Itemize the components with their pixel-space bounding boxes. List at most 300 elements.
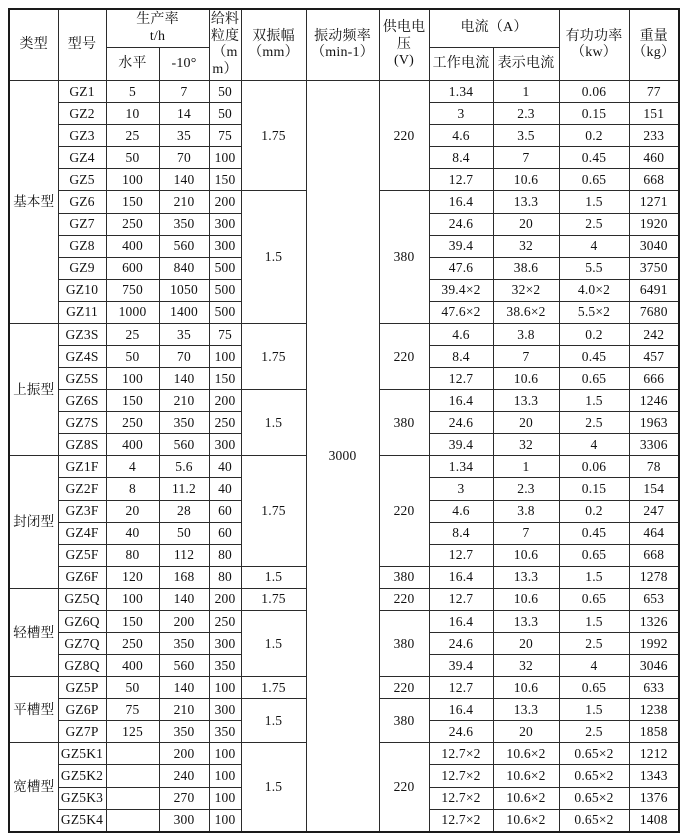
cell-capacity-horizontal: 40 (106, 522, 159, 544)
cell-current-working: 12.7 (429, 368, 493, 390)
cell-current-rated: 13.3 (493, 566, 559, 588)
cell-amplitude: 1.5 (241, 191, 306, 323)
cell-capacity-incline: 1050 (159, 279, 209, 301)
cell-type: 基本型 (9, 81, 58, 324)
cell-power: 0.06 (559, 81, 629, 103)
cell-power: 0.65 (559, 169, 629, 191)
cell-power: 2.5 (559, 633, 629, 655)
cell-model: GZ4S (58, 346, 106, 368)
cell-current-rated: 10.6×2 (493, 765, 559, 787)
cell-power: 1.5 (559, 191, 629, 213)
cell-voltage: 220 (379, 677, 429, 699)
cell-type: 宽槽型 (9, 743, 58, 832)
cell-feed-size: 75 (209, 323, 241, 345)
header-voltage (379, 9, 429, 81)
cell-current-working: 12.7×2 (429, 787, 493, 809)
cell-feed-size: 50 (209, 103, 241, 125)
vibrating-feeder-spec-table (8, 8, 680, 833)
cell-current-rated: 10.6 (493, 169, 559, 191)
cell-feed-size: 100 (209, 743, 241, 765)
cell-current-working: 12.7×2 (429, 809, 493, 832)
cell-feed-size: 80 (209, 566, 241, 588)
cell-current-rated: 20 (493, 721, 559, 743)
cell-power: 0.2 (559, 500, 629, 522)
cell-capacity-horizontal: 4 (106, 456, 159, 478)
cell-power: 4 (559, 235, 629, 257)
cell-type: 轻槽型 (9, 588, 58, 676)
cell-capacity-incline: 28 (159, 500, 209, 522)
cell-capacity-incline: 350 (159, 633, 209, 655)
cell-capacity-horizontal: 250 (106, 633, 159, 655)
cell-power: 0.65 (559, 544, 629, 566)
cell-power: 0.15 (559, 103, 629, 125)
cell-current-working: 4.6 (429, 125, 493, 147)
cell-weight: 633 (629, 677, 679, 699)
table-header (9, 9, 679, 81)
cell-current-rated: 10.6 (493, 368, 559, 390)
cell-feed-size: 60 (209, 500, 241, 522)
cell-model: GZ8Q (58, 655, 106, 677)
cell-model: GZ1 (58, 81, 106, 103)
cell-current-rated: 7 (493, 346, 559, 368)
cell-power: 0.65 (559, 368, 629, 390)
cell-feed-size: 250 (209, 610, 241, 632)
cell-current-rated: 10.6×2 (493, 743, 559, 765)
cell-model: GZ3S (58, 323, 106, 345)
header-row-1 (9, 9, 679, 48)
cell-capacity-horizontal: 150 (106, 390, 159, 412)
cell-feed-size: 75 (209, 125, 241, 147)
cell-model: GZ7S (58, 412, 106, 434)
cell-voltage: 220 (379, 323, 429, 389)
cell-current-rated: 32 (493, 235, 559, 257)
cell-current-rated: 20 (493, 213, 559, 235)
cell-feed-size: 150 (209, 368, 241, 390)
cell-capacity-incline: 1400 (159, 301, 209, 323)
cell-feed-size: 350 (209, 655, 241, 677)
cell-capacity-incline: 210 (159, 191, 209, 213)
cell-capacity-incline: 140 (159, 368, 209, 390)
cell-weight: 151 (629, 103, 679, 125)
header-weight-title: 重量 (639, 28, 668, 44)
cell-model: GZ5K3 (58, 787, 106, 809)
cell-feed-size: 100 (209, 677, 241, 699)
cell-weight: 1408 (629, 809, 679, 832)
header-weight (629, 9, 679, 81)
cell-weight: 653 (629, 588, 679, 610)
cell-power: 0.65×2 (559, 787, 629, 809)
cell-amplitude: 1.5 (241, 566, 306, 588)
cell-feed-size: 100 (209, 147, 241, 169)
cell-capacity-incline: 7 (159, 81, 209, 103)
cell-weight: 77 (629, 81, 679, 103)
cell-weight: 668 (629, 544, 679, 566)
header-amplitude (241, 9, 306, 81)
cell-amplitude: 1.5 (241, 699, 306, 743)
cell-capacity-horizontal: 120 (106, 566, 159, 588)
cell-power: 5.5 (559, 257, 629, 279)
header-model: 型号 (58, 9, 106, 81)
header-capacity-title: 生产率 (136, 12, 179, 27)
cell-current-working: 47.6×2 (429, 301, 493, 323)
cell-feed-size: 100 (209, 809, 241, 832)
cell-current-rated: 10.6×2 (493, 787, 559, 809)
header-capacity-group (106, 9, 209, 48)
cell-feed-size: 50 (209, 81, 241, 103)
cell-weight: 3046 (629, 655, 679, 677)
header-amplitude-title: 双振幅 (252, 28, 295, 44)
cell-model: GZ4 (58, 147, 106, 169)
cell-voltage: 380 (379, 699, 429, 743)
cell-capacity-horizontal: 400 (106, 434, 159, 456)
cell-amplitude: 1.75 (241, 588, 306, 610)
cell-current-rated: 32 (493, 434, 559, 456)
header-capacity-incline: -10° (159, 48, 209, 81)
cell-current-rated: 32 (493, 655, 559, 677)
cell-capacity-incline: 140 (159, 677, 209, 699)
cell-power: 0.2 (559, 323, 629, 345)
cell-voltage: 380 (379, 390, 429, 456)
cell-capacity-incline: 168 (159, 566, 209, 588)
cell-current-rated: 2.3 (493, 103, 559, 125)
cell-feed-size: 300 (209, 235, 241, 257)
header-frequency (306, 9, 379, 81)
cell-capacity-horizontal: 50 (106, 677, 159, 699)
cell-weight: 6491 (629, 279, 679, 301)
cell-current-working: 1.34 (429, 81, 493, 103)
cell-model: GZ8 (58, 235, 106, 257)
cell-weight: 242 (629, 323, 679, 345)
cell-current-rated: 3.8 (493, 500, 559, 522)
cell-current-working: 8.4 (429, 522, 493, 544)
cell-current-working: 39.4 (429, 235, 493, 257)
cell-model: GZ3F (58, 500, 106, 522)
cell-capacity-incline: 560 (159, 235, 209, 257)
cell-model: GZ5 (58, 169, 106, 191)
cell-capacity-incline: 35 (159, 323, 209, 345)
cell-model: GZ7P (58, 721, 106, 743)
cell-current-rated: 10.6 (493, 544, 559, 566)
cell-feed-size: 250 (209, 412, 241, 434)
cell-current-rated: 1 (493, 456, 559, 478)
cell-current-working: 1.34 (429, 456, 493, 478)
cell-type: 封闭型 (9, 456, 58, 588)
cell-feed-size: 40 (209, 456, 241, 478)
cell-capacity-horizontal: 10 (106, 103, 159, 125)
cell-capacity-horizontal: 750 (106, 279, 159, 301)
cell-model: GZ6Q (58, 610, 106, 632)
cell-current-rated: 20 (493, 633, 559, 655)
cell-power: 0.45 (559, 522, 629, 544)
cell-capacity-horizontal: 80 (106, 544, 159, 566)
cell-power: 0.65 (559, 588, 629, 610)
cell-weight: 1992 (629, 633, 679, 655)
cell-weight: 1238 (629, 699, 679, 721)
cell-capacity-horizontal: 400 (106, 655, 159, 677)
cell-current-rated: 13.3 (493, 191, 559, 213)
cell-current-working: 16.4 (429, 390, 493, 412)
cell-capacity-horizontal: 100 (106, 368, 159, 390)
cell-capacity-incline: 5.6 (159, 456, 209, 478)
cell-capacity-incline: 112 (159, 544, 209, 566)
cell-current-rated: 7 (493, 522, 559, 544)
cell-power: 0.15 (559, 478, 629, 500)
cell-feed-size: 40 (209, 478, 241, 500)
header-current-rated: 表示电流 (493, 48, 559, 81)
cell-current-working: 8.4 (429, 346, 493, 368)
cell-current-working: 12.7 (429, 588, 493, 610)
cell-power: 0.45 (559, 346, 629, 368)
cell-power: 4 (559, 434, 629, 456)
cell-power: 0.45 (559, 147, 629, 169)
header-voltage-title: 供电电压 (382, 20, 426, 52)
cell-model: GZ5F (58, 544, 106, 566)
cell-weight: 78 (629, 456, 679, 478)
cell-model: GZ7 (58, 213, 106, 235)
cell-model: GZ6 (58, 191, 106, 213)
cell-capacity-horizontal: 25 (106, 323, 159, 345)
cell-capacity-horizontal: 75 (106, 699, 159, 721)
cell-power: 2.5 (559, 213, 629, 235)
cell-current-rated: 13.3 (493, 699, 559, 721)
cell-amplitude: 1.75 (241, 323, 306, 389)
cell-voltage: 220 (379, 588, 429, 610)
cell-weight: 3750 (629, 257, 679, 279)
cell-model: GZ6P (58, 699, 106, 721)
cell-capacity-incline: 350 (159, 412, 209, 434)
cell-weight: 1963 (629, 412, 679, 434)
cell-current-working: 12.7 (429, 544, 493, 566)
cell-capacity-horizontal: 25 (106, 125, 159, 147)
cell-feed-size: 300 (209, 633, 241, 655)
cell-capacity-horizontal: 20 (106, 500, 159, 522)
table-body (9, 81, 679, 832)
cell-capacity-incline: 11.2 (159, 478, 209, 500)
cell-weight: 668 (629, 169, 679, 191)
cell-feed-size: 500 (209, 279, 241, 301)
cell-current-rated: 20 (493, 412, 559, 434)
cell-capacity-horizontal (106, 765, 159, 787)
cell-current-working: 4.6 (429, 323, 493, 345)
cell-weight: 1920 (629, 213, 679, 235)
cell-model: GZ7Q (58, 633, 106, 655)
header-voltage-unit: (V) (393, 53, 415, 69)
cell-current-rated: 10.6 (493, 588, 559, 610)
cell-capacity-incline: 300 (159, 809, 209, 832)
header-frequency-unit: （min-1） (311, 45, 374, 61)
cell-current-working: 16.4 (429, 191, 493, 213)
cell-model: GZ11 (58, 301, 106, 323)
header-frequency-title: 振动频率 (314, 28, 371, 44)
cell-current-working: 24.6 (429, 633, 493, 655)
cell-capacity-incline: 240 (159, 765, 209, 787)
cell-capacity-incline: 14 (159, 103, 209, 125)
cell-capacity-incline: 350 (159, 213, 209, 235)
cell-current-working: 16.4 (429, 699, 493, 721)
cell-current-working: 47.6 (429, 257, 493, 279)
cell-current-working: 39.4 (429, 655, 493, 677)
cell-weight: 154 (629, 478, 679, 500)
cell-current-rated: 10.6×2 (493, 809, 559, 832)
cell-power: 1.5 (559, 699, 629, 721)
cell-power: 4 (559, 655, 629, 677)
cell-amplitude: 1.75 (241, 456, 306, 566)
cell-capacity-incline: 560 (159, 655, 209, 677)
cell-feed-size: 350 (209, 721, 241, 743)
cell-voltage: 380 (379, 566, 429, 588)
header-weight-unit: （kg） (632, 45, 676, 61)
header-feed-size-title: 给料粒度 (210, 12, 240, 44)
cell-power: 2.5 (559, 721, 629, 743)
cell-amplitude: 1.5 (241, 390, 306, 456)
cell-power: 1.5 (559, 390, 629, 412)
cell-model: GZ9 (58, 257, 106, 279)
cell-current-working: 12.7×2 (429, 743, 493, 765)
cell-feed-size: 300 (209, 699, 241, 721)
cell-voltage: 220 (379, 81, 429, 191)
cell-power: 0.65×2 (559, 765, 629, 787)
cell-current-working: 12.7 (429, 677, 493, 699)
cell-capacity-horizontal (106, 787, 159, 809)
cell-feed-size: 500 (209, 301, 241, 323)
cell-current-working: 16.4 (429, 610, 493, 632)
cell-power: 1.5 (559, 566, 629, 588)
cell-capacity-horizontal: 1000 (106, 301, 159, 323)
cell-capacity-horizontal: 250 (106, 213, 159, 235)
cell-feed-size: 200 (209, 390, 241, 412)
cell-current-working: 24.6 (429, 412, 493, 434)
cell-current-rated: 1 (493, 81, 559, 103)
cell-current-rated: 32×2 (493, 279, 559, 301)
cell-capacity-incline: 70 (159, 346, 209, 368)
cell-weight: 457 (629, 346, 679, 368)
cell-model: GZ5S (58, 368, 106, 390)
cell-capacity-horizontal: 8 (106, 478, 159, 500)
cell-weight: 3040 (629, 235, 679, 257)
cell-weight: 1278 (629, 566, 679, 588)
cell-weight: 1212 (629, 743, 679, 765)
cell-capacity-incline: 270 (159, 787, 209, 809)
cell-current-working: 24.6 (429, 721, 493, 743)
cell-model: GZ5K4 (58, 809, 106, 832)
cell-weight: 1343 (629, 765, 679, 787)
cell-current-rated: 10.6 (493, 677, 559, 699)
cell-current-rated: 38.6 (493, 257, 559, 279)
cell-frequency: 3000 (306, 81, 379, 832)
cell-feed-size: 150 (209, 169, 241, 191)
cell-feed-size: 100 (209, 765, 241, 787)
cell-capacity-horizontal: 125 (106, 721, 159, 743)
cell-power: 0.65 (559, 677, 629, 699)
cell-weight: 1858 (629, 721, 679, 743)
header-feed-size (209, 9, 241, 81)
cell-capacity-incline: 35 (159, 125, 209, 147)
header-type: 类型 (9, 9, 58, 81)
header-capacity-unit: t/h (149, 28, 166, 44)
cell-feed-size: 200 (209, 191, 241, 213)
cell-capacity-incline: 200 (159, 743, 209, 765)
cell-feed-size: 300 (209, 434, 241, 456)
cell-model: GZ2 (58, 103, 106, 125)
cell-type: 平槽型 (9, 677, 58, 743)
cell-model: GZ1F (58, 456, 106, 478)
cell-weight: 247 (629, 500, 679, 522)
cell-weight: 666 (629, 368, 679, 390)
cell-weight: 1376 (629, 787, 679, 809)
cell-amplitude: 1.5 (241, 743, 306, 832)
cell-current-working: 16.4 (429, 566, 493, 588)
cell-weight: 1246 (629, 390, 679, 412)
cell-model: GZ4F (58, 522, 106, 544)
cell-capacity-horizontal: 5 (106, 81, 159, 103)
cell-weight: 7680 (629, 301, 679, 323)
cell-capacity-horizontal: 150 (106, 191, 159, 213)
cell-voltage: 220 (379, 743, 429, 832)
cell-weight: 464 (629, 522, 679, 544)
cell-weight: 3306 (629, 434, 679, 456)
cell-feed-size: 80 (209, 544, 241, 566)
header-current-group: 电流（A） (429, 9, 559, 48)
cell-feed-size: 500 (209, 257, 241, 279)
cell-capacity-horizontal: 150 (106, 610, 159, 632)
cell-weight: 460 (629, 147, 679, 169)
cell-current-working: 12.7×2 (429, 765, 493, 787)
cell-capacity-incline: 50 (159, 522, 209, 544)
cell-current-rated: 7 (493, 147, 559, 169)
cell-power: 1.5 (559, 610, 629, 632)
cell-current-working: 24.6 (429, 213, 493, 235)
cell-current-working: 12.7 (429, 169, 493, 191)
cell-current-working: 3 (429, 478, 493, 500)
cell-current-working: 8.4 (429, 147, 493, 169)
cell-current-rated: 3.5 (493, 125, 559, 147)
cell-power: 0.2 (559, 125, 629, 147)
cell-capacity-horizontal: 250 (106, 412, 159, 434)
cell-capacity-incline: 200 (159, 610, 209, 632)
header-current-working: 工作电流 (429, 48, 493, 81)
cell-current-working: 39.4×2 (429, 279, 493, 301)
cell-capacity-incline: 70 (159, 147, 209, 169)
cell-feed-size: 100 (209, 346, 241, 368)
cell-capacity-incline: 560 (159, 434, 209, 456)
cell-current-working: 39.4 (429, 434, 493, 456)
cell-capacity-incline: 140 (159, 588, 209, 610)
cell-amplitude: 1.75 (241, 81, 306, 191)
cell-feed-size: 200 (209, 588, 241, 610)
cell-power: 0.65×2 (559, 809, 629, 832)
header-capacity-horizontal: 水平 (106, 48, 159, 81)
header-power-unit: （kw） (571, 45, 617, 61)
cell-capacity-horizontal: 100 (106, 588, 159, 610)
cell-model: GZ5P (58, 677, 106, 699)
cell-model: GZ10 (58, 279, 106, 301)
cell-current-rated: 13.3 (493, 390, 559, 412)
cell-weight: 233 (629, 125, 679, 147)
cell-power: 0.06 (559, 456, 629, 478)
cell-power: 5.5×2 (559, 301, 629, 323)
spec-table-container (8, 8, 678, 828)
header-power-title: 有功功率 (565, 28, 623, 44)
cell-amplitude: 1.75 (241, 677, 306, 699)
cell-model: GZ2F (58, 478, 106, 500)
cell-capacity-incline: 210 (159, 390, 209, 412)
cell-current-rated: 2.3 (493, 478, 559, 500)
cell-model: GZ5Q (58, 588, 106, 610)
cell-weight: 1326 (629, 610, 679, 632)
cell-model: GZ5K2 (58, 765, 106, 787)
cell-model: GZ8S (58, 434, 106, 456)
cell-current-rated: 38.6×2 (493, 301, 559, 323)
